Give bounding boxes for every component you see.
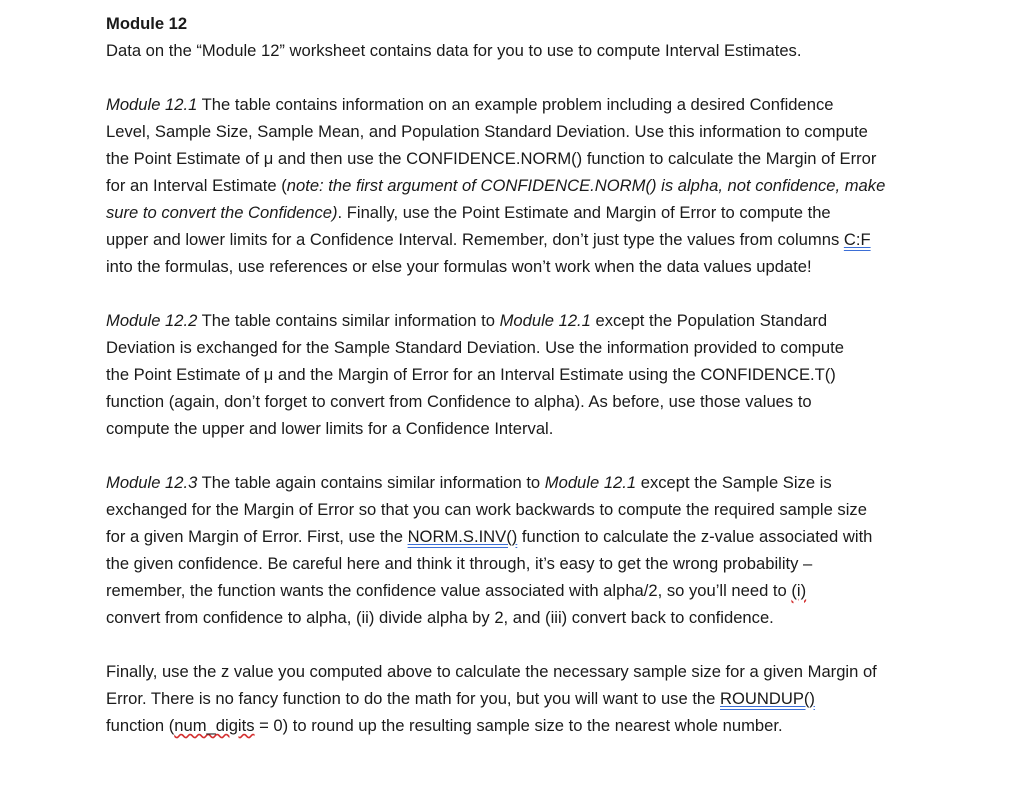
- section-12-2: [106, 307, 984, 442]
- section-12-1-line-1: [106, 91, 984, 118]
- document-title: Module 12: [106, 14, 188, 33]
- section-12-3-line-4: the given confidence. Be careful here and think it through, it’s easy to get the wrong probability –: [106, 554, 813, 573]
- section-12-3-text: except the Sample Size is: [636, 473, 832, 492]
- section-final-text: function (: [106, 716, 175, 735]
- section-final-text: Error. There is no fancy function to do the math for you, but you will want to use the: [106, 689, 720, 708]
- section-12-3-text: remember, the function wants the confidence value associated with alpha/2, so you’ll need to: [106, 581, 792, 600]
- paragraph-gap: [106, 64, 984, 91]
- section-12-1-text: The table contains information on an example problem including a desired Confidence: [197, 95, 834, 114]
- section-12-1-line-3: the Point Estimate of μ and then use the CONFIDENCE.NORM() function to calculate the Margin of Error: [106, 149, 877, 168]
- section-12-3-text: The table again contains similar information to: [197, 473, 545, 492]
- section-final-line-1: Finally, use the z value you computed above to calculate the necessary sample size for a given Margin of: [106, 662, 877, 681]
- section-final: [106, 658, 984, 739]
- section-12-2-line-5: compute the upper and lower limits for a Confidence Interval.: [106, 419, 554, 438]
- section-12-3-line-3: [106, 523, 984, 550]
- section-12-2-line-1: [106, 307, 984, 334]
- section-12-2-line-4: function (again, don’t forget to convert from Confidence to alpha). As before, use those values to: [106, 392, 812, 411]
- section-12-2-line-2: Deviation is exchanged for the Sample Standard Deviation. Use the information provided to compute: [106, 338, 844, 357]
- roundup-reference: ROUNDUP(): [720, 689, 815, 708]
- step-i-marker: (i): [791, 581, 807, 600]
- section-12-3: [106, 469, 984, 631]
- section-12-2-line-3: the Point Estimate of μ and the Margin of Error for an Interval Estimate using the CONFIDENCE.T(): [106, 365, 836, 384]
- section-12-3-line-1: [106, 469, 984, 496]
- module-reference: Module 12.1: [499, 311, 591, 330]
- section-12-1: [106, 91, 984, 280]
- section-12-1-line-6: [106, 226, 984, 253]
- section-12-3-text: for a given Margin of Error. First, use the: [106, 527, 408, 546]
- section-12-2-label: Module 12.2: [106, 311, 198, 330]
- intro-text: Data on the “Module 12” worksheet contains data for you to use to compute Interval Estimates.: [106, 41, 802, 60]
- section-12-3-line-6: convert from confidence to alpha, (ii) divide alpha by 2, and (iii) convert back to confidence.: [106, 608, 774, 627]
- section-12-1-line-5: [106, 199, 984, 226]
- module-reference: Module 12.1: [544, 473, 637, 492]
- section-12-2-text: The table contains similar information to: [197, 311, 500, 330]
- section-final-line-3: [106, 712, 984, 739]
- section-12-1-label: Module 12.1: [106, 95, 198, 114]
- section-12-3-line-2: exchanged for the Margin of Error so that you can work backwards to compute the required sample size: [106, 500, 867, 519]
- section-12-3-label: Module 12.3: [106, 473, 198, 492]
- section-12-2-text: except the Population Standard: [590, 311, 828, 330]
- section-12-1-line-2: Level, Sample Size, Sample Mean, and Population Standard Deviation. Use this information to compute: [106, 122, 868, 141]
- section-12-1-note: note: the first argument of CONFIDENCE.NORM() is alpha, not confidence, make: [286, 176, 886, 195]
- section-12-1-line-7: into the formulas, use references or else your formulas won’t work when the data values update!: [106, 257, 812, 276]
- section-final-line-2: [106, 685, 984, 712]
- columns-reference: C:F: [843, 230, 871, 249]
- section-12-1-text: for an Interval Estimate (: [106, 176, 287, 195]
- norm-s-inv-reference: NORM.S.INV(): [407, 527, 518, 546]
- section-12-3-line-5: [106, 577, 984, 604]
- num-digits-reference: num_digits: [174, 716, 255, 735]
- section-12-1-note: sure to convert the Confidence): [106, 203, 338, 222]
- section-final-text: = 0) to round up the resulting sample size to the nearest whole number.: [254, 716, 783, 735]
- section-12-1-text: . Finally, use the Point Estimate and Margin of Error to compute the: [337, 203, 831, 222]
- paragraph-gap: [106, 442, 984, 469]
- section-12-3-text: function to calculate the z-value associated with: [517, 527, 873, 546]
- section-12-1-text: upper and lower limits for a Confidence Interval. Remember, don’t just type the values from columns: [106, 230, 844, 249]
- paragraph-gap: [106, 631, 984, 658]
- section-12-1-line-4: [106, 172, 984, 199]
- paragraph-gap: [106, 280, 984, 307]
